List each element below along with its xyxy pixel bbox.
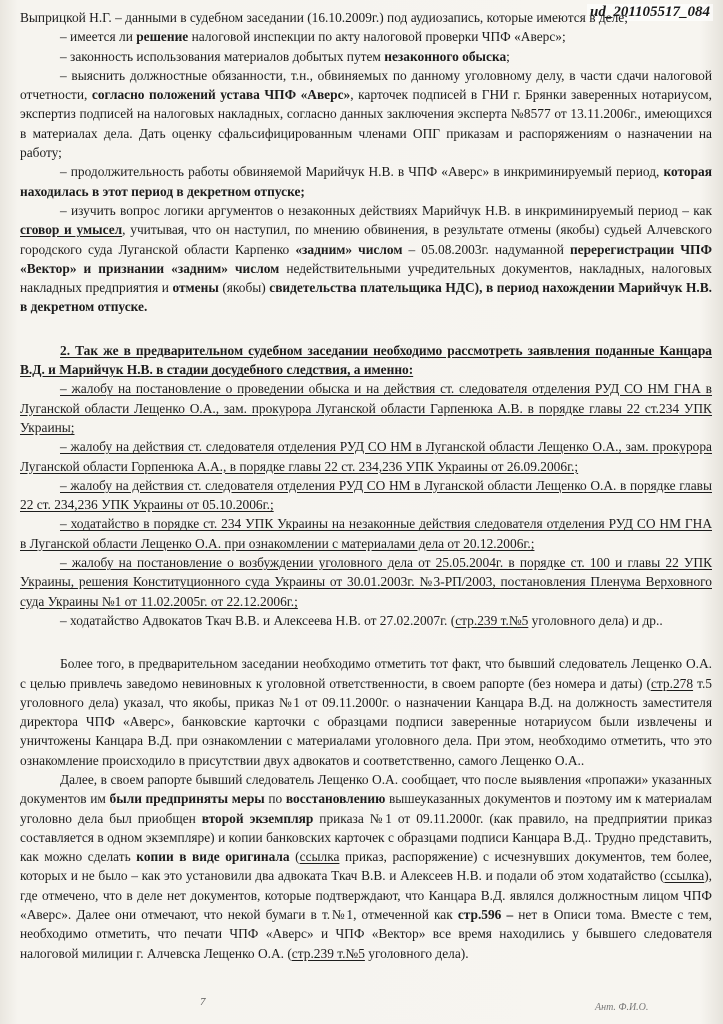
list-item: – имеется ли решение налоговой инспекции по акту налоговой проверки ЧПФ «Аверс»; [60, 29, 566, 45]
paragraph: Далее, в своем рапорте бывший следователь Лещенко О.А. сообщает, что после выявления «пропажи» указанных документов им были предприняты меры по восстановлению вышеуказанных документов и поэтому им к материалам уголовно дела был приобщен второй экземпляр приказа №1 от 09.11.2000г. (как правило, на предприятии приказ составляется в одном экземпляре) и копии банковских карточек с образцами подписи Канцара В.Д.. Трудно представить, как можно сделать копии в виде оригинала (ссылка приказ, распоряжение) с исчезнувших документов, тем более, которых и не было – как это установили два адвоката Ткач В.В. и Алексеев Н.В. и подали об этом ходатайство (ссылка), где отмечено, что в деле нет документов, которые подтверждают, что Канцара В.Д. являлся должностным лицом ЧПФ «Аверс». Далее они отмечают, что некой бумаги в т.№1, отмеченной как стр.596 – нет в Описи тома. Вместе с тем, необходимо отметить, что печати ЧПФ «Аверс» и ЧПФ «Вектор» все время находились у бывшего следователя налоговой милиции г. Алчевска Лещенко О.А. (стр.239 т.№5 уголовного дела). [20, 771, 713, 961]
complaint-item: – ходатайство Адвокатов Ткач В.В. и Алексеева Н.В. от 27.02.2007г. (стр.239 т.№5 уголовного дела) и др.. [60, 612, 663, 628]
intro-paragraph: Выприцкой Н.Г. – данными в судебном заседании (16.10.2009г.) под аудиозапись, которые имеются в деле; [20, 10, 628, 25]
complaint-item: – жалобу на постановление о проведении обыска и на действия ст. следователя отделения РУД СО НМ ГНА в Луганской области Лещенко О.А., зам. прокурора Луганской области Гарпенюка А.В. в порядке главы 22 ст.234 УПК Украины; [20, 381, 712, 435]
complaint-item: – жалобу на действия ст. следователя отделения РУД СО НМ в Луганской области Лещенко О.А., зам. прокурора Луганской области Горпенюка А.А., в порядке главы 22 ст. 234,236 УПК Украины от 26.09.2006г.; [20, 439, 712, 474]
complaint-item: – жалобу на постановление о возбуждении уголовного дела от 25.05.2004г. в порядке ст. 100 и главы 22 УПК Украины, решения Конституционного суда Украины от 30.01.2003г. №3-РП/2003, постановления Пленума Верховного суда Украины №1 от 11.02.2005г. от 22.12.2006г.; [20, 555, 712, 609]
list-item: – продолжительность работы обвиняемой Марийчук Н.В. в ЧПФ «Аверс» в инкриминируемый период, которая находилась в этот период в декретном отпуске; [20, 164, 712, 199]
document-body [20, 8, 712, 963]
document-id-label: ud_201105517_084 [587, 4, 713, 21]
footer-stamp-text: Ант. Ф.И.О. [595, 1002, 649, 1013]
complaint-item: – ходатайство в порядке ст. 234 УПК Украины на незаконные действия следователя отделения РУД СО НМ ГНА в Луганской области Лещенко О.А. при ознакомлении с материалами дела от 20.12.2006г.; [20, 516, 712, 551]
reference-link[interactable]: ссылка [299, 849, 340, 865]
reference-link[interactable]: стр.278 [650, 675, 694, 691]
page-number-mark: 7 [200, 996, 206, 1008]
list-item: – выяснить должностные обязанности, т.н., обвиняемых по данному уголовному делу, в части сдачи налоговой отчетности, согласно положений устава ЧПФ «Аверс», карточек подписей в ГНИ г. Брянки заверенных нотариусом, экспертиз подписей на налоговых накладных, согласно данных заключения эксперта №8577 от 13.11.2006г., имеющихся в материалах дела. Дать оценку сфальсифицированным членами ОПГ приказам и распоряжениям о назначении на работу; [20, 67, 712, 161]
reference-link[interactable]: ссылка [664, 868, 705, 884]
section-2-heading: 2. Так же в предварительном судебном заседании необходимо рассмотреть заявления поданные Канцара В.Д. и Марийчук Н.В. в стадии досудебного следствия, а именно: [20, 342, 712, 378]
complaint-item: – жалобу на действия ст. следователя отделения РУД СО НМ в Луганской области Лещенко О.А. в порядке главы 22 ст. 234,236 УПК Украины от 05.10.2006г.; [20, 477, 712, 513]
list-item: – изучить вопрос логики аргументов о незаконных действиях Марийчук Н.В. в инкриминируемый период – как сговор и умысел, учитывая, что он наступил, по мнению обвинения, в результате отмены (якобы) судьей Алчевского городского суда Луганской области Карпенко «задним» числом – 05.08.2003г. надуманной перерегистрации ЧПФ «Вектор» и признании «задним» числом недействительными учредительных документов, накладных, налоговых накладных предприятия и отмены (якобы) свидетельства плательщика НДС), в период нахождении Марийчук Н.В. в декретном отпуске. [20, 202, 712, 315]
reference-link[interactable]: стр.239 т.№5 [455, 612, 529, 628]
reference-link[interactable]: стр.239 т.№5 [291, 945, 365, 961]
list-item: – законность использования материалов добытых путем незаконного обыска; [60, 48, 510, 64]
paragraph: Более того, в предварительном заседании необходимо отметить тот факт, что бывший следователь Лещенко О.А. с целью привлечь заведомо невиновных к уголовной ответственности, в своем рапорте (без номера и даты) (стр.278 т.5 уголовного дела) указал, что якобы, приказ №1 от 09.11.2000г. о назначении Канцара В.Д. на должность заместителя директора ЧПФ «Аверс», банковские карточки с образцами подписи заверенные нотариусом были извлечены и уничтожены Канцара В.Д. при ознакомлении с материалами уголовного дела. При этом, необходимо отметить, что это ознакомление происходило в присутствии двух адвокатов и соответственно, самого Лещенко О.А.. [20, 656, 712, 768]
